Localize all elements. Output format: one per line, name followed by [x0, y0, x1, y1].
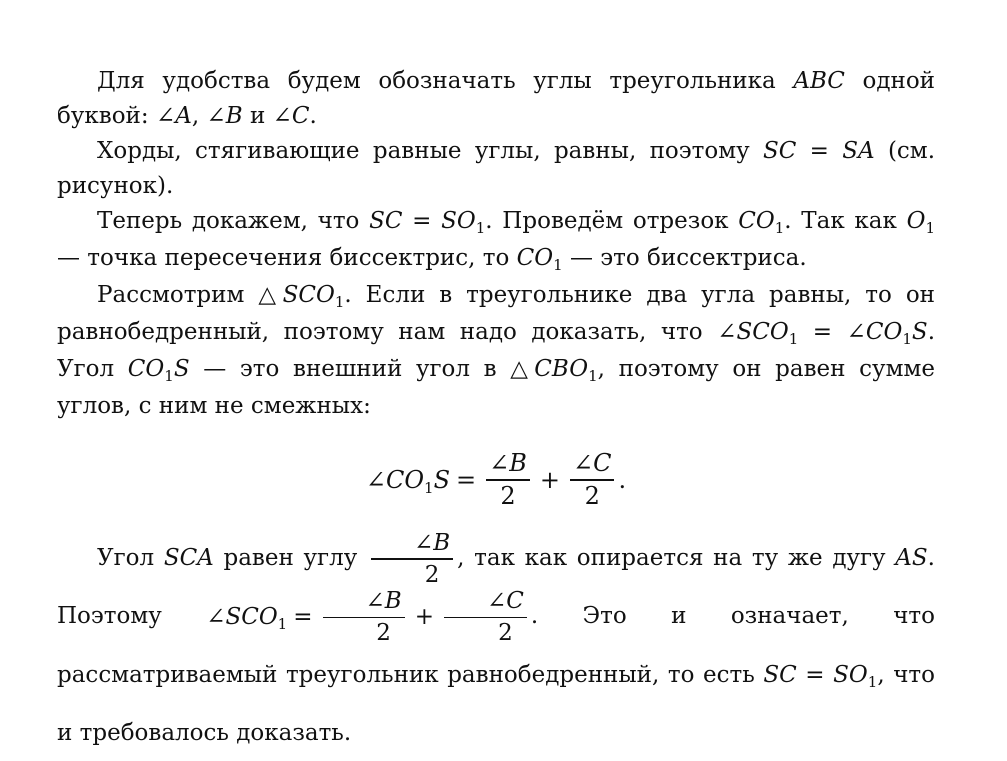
text: Хорды, стягивающие равные углы, равны, поэтому	[97, 138, 763, 164]
text: . Поэтому	[57, 545, 935, 630]
numerator: ∠B	[489, 448, 527, 477]
numerator: ∠C	[573, 448, 612, 477]
display-equation	[57, 430, 935, 530]
fraction-bar	[323, 617, 405, 619]
subscript: 1	[774, 219, 785, 237]
numerator: ∠B	[365, 588, 402, 615]
denominator: 2	[498, 620, 513, 647]
text: и	[242, 103, 273, 129]
math-part: ∠SCO	[717, 319, 789, 345]
paragraph-prove-sc-so1	[57, 204, 935, 278]
math-sc-eq-so1	[369, 208, 486, 237]
text: , что и требовалось доказать.	[57, 661, 935, 746]
text: — точка пересечения биссектрис, то	[57, 245, 517, 271]
subscript: 1	[588, 367, 598, 385]
math-sca: SCA	[163, 545, 214, 572]
text: ,	[191, 103, 207, 129]
period: .	[618, 466, 627, 494]
fraction-angle-b-over-2	[371, 530, 453, 588]
equals-sign: =	[456, 466, 477, 494]
math-sc-eq-so1	[763, 661, 878, 691]
math-part: CO	[516, 245, 554, 271]
subscript: 1	[475, 219, 486, 237]
math-part: CO	[127, 356, 165, 382]
text: одной буквой:	[57, 68, 935, 129]
fraction-bar	[371, 558, 453, 560]
paragraph-conclusion	[57, 530, 935, 761]
equals-sign: =	[293, 603, 313, 630]
subscript: 1	[553, 256, 563, 274]
math-co1	[516, 245, 563, 274]
text: Рассмотрим	[97, 282, 259, 308]
fraction-angle-b-over-2	[486, 450, 530, 511]
text: . Если в треугольнике два угла равны, то он равнобедренный, поэтому нам надо доказать, что	[57, 282, 935, 345]
math-part: S	[911, 319, 928, 345]
math-part: S	[173, 356, 190, 382]
math-part: △CBO	[510, 356, 589, 382]
numerator: ∠C	[486, 588, 524, 615]
text: Теперь докажем, что	[97, 208, 370, 234]
math-sc-eq-sa: SC = SA	[762, 138, 875, 164]
math-co1	[738, 208, 785, 237]
fraction-angle-c-over-2	[444, 588, 527, 646]
denominator: 2	[424, 561, 440, 588]
text: равен углу	[213, 545, 367, 572]
subscript: 1	[164, 367, 174, 385]
math-angle-equality	[717, 319, 928, 348]
math-co1s	[127, 356, 190, 385]
math-angle-b: ∠B	[206, 103, 243, 129]
fraction-bar	[444, 617, 527, 619]
denominator: 2	[376, 620, 391, 647]
subscript: 1	[788, 330, 799, 348]
subscript: 1	[925, 219, 935, 237]
text: . Проведём отрезок	[485, 208, 739, 234]
plus-sign: +	[539, 466, 560, 494]
fraction-angle-b-over-2	[323, 588, 405, 646]
math-part: △SCO	[258, 282, 335, 308]
paragraph-chords	[57, 134, 935, 204]
text: . Так как	[784, 208, 907, 234]
math-part: S	[433, 466, 451, 494]
text: . Угол	[57, 319, 935, 382]
math-angle-c: ∠C	[272, 103, 310, 129]
text: , так как опирается на ту же дугу	[457, 545, 896, 572]
numerator: ∠B	[413, 530, 451, 556]
paragraph-consider-triangle	[57, 278, 935, 424]
fraction-bar	[486, 479, 530, 481]
text: Угол	[97, 545, 164, 572]
math-triangle-abc: ABC	[793, 68, 845, 94]
math-triangle-sco1	[258, 282, 345, 311]
text: Для удобства будем обозначать углы треугольника	[97, 68, 794, 94]
math-part: CO	[738, 208, 775, 234]
fraction-angle-c-over-2	[570, 450, 614, 511]
equation-lhs	[365, 466, 451, 497]
subscript: 1	[334, 293, 345, 311]
denominator: 2	[584, 481, 600, 510]
denominator: 2	[500, 481, 516, 510]
subscript: 1	[277, 614, 288, 633]
text: .	[309, 103, 317, 129]
math-angle-a: ∠A	[155, 103, 192, 129]
math-part: ∠SCO	[206, 603, 278, 630]
math-part: SC = SO	[369, 208, 476, 234]
subscript: 1	[867, 672, 878, 691]
subscript: 1	[902, 330, 912, 348]
math-angle-sco1	[206, 603, 288, 633]
math-part: O	[906, 208, 926, 234]
text: — это внешний угол в	[189, 356, 511, 382]
text: — это биссектриса.	[562, 245, 807, 271]
paragraph-notation	[57, 64, 935, 134]
math-part: SC = SO	[763, 661, 868, 688]
fraction-bar	[570, 479, 614, 481]
math-o1	[906, 208, 935, 237]
subscript: 1	[424, 479, 434, 497]
text: , поэтому он равен сумме углов, с ним не смежных:	[57, 356, 935, 419]
text: (см. рисунок).	[57, 138, 936, 199]
math-part: ∠CO	[365, 466, 425, 494]
text: . Это и означает, что рассматриваемый треугольник равнобедренный, то есть	[57, 603, 935, 688]
plus-sign: +	[414, 603, 434, 630]
math-arc-as: AS	[895, 545, 928, 572]
math-part: = ∠CO	[798, 319, 903, 345]
math-triangle-cbo1	[510, 356, 598, 385]
